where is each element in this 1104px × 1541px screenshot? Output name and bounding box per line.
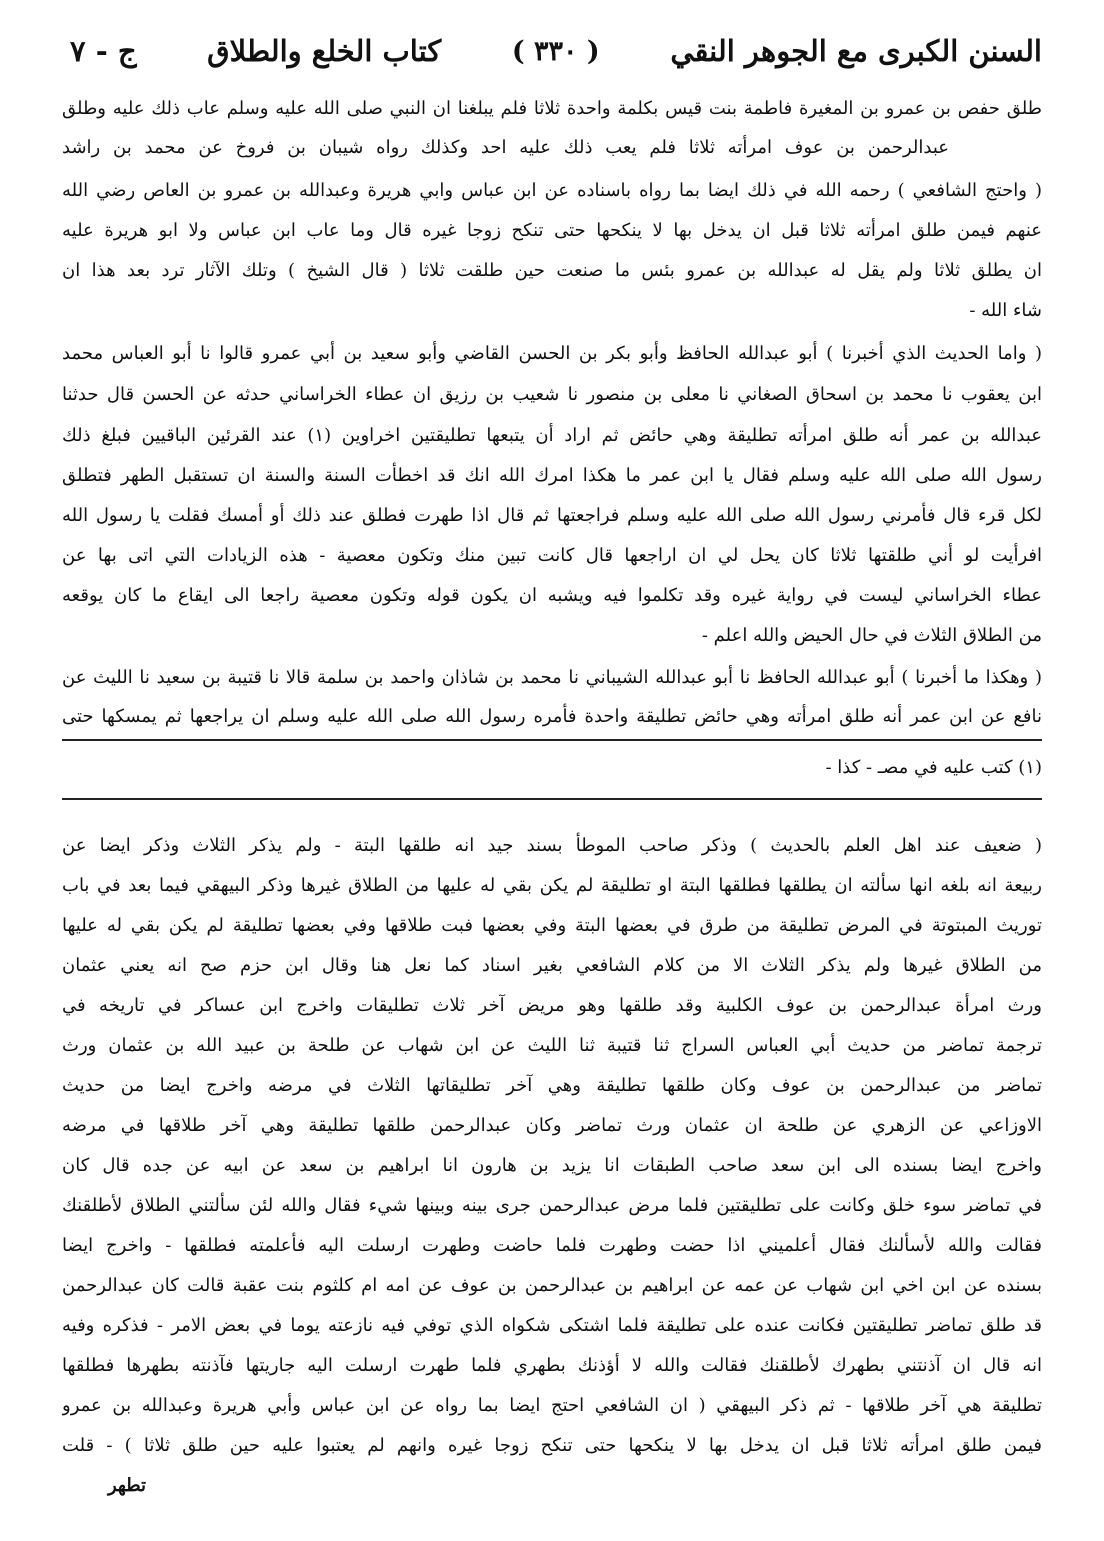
page-number: ( ٣٣٠ ) xyxy=(511,35,600,67)
text-line: تطليقة هي آخر طلاقها - ثم ذكر البيهقي ( ان الشافعي احتج ايضا بما رواه عن ابن عباس وأبي هريرة وعبدالله بن عمرو xyxy=(62,1395,1042,1416)
text-line: افرأيت لو أني طلقتها ثلاثا كان يحل لي ان اراجعها قال كانت تبين منك وتكون معصية - هذه الزيادات التي اتى بها عن xyxy=(62,545,1042,566)
text-line: شاء الله - xyxy=(969,300,1042,321)
section-divider xyxy=(62,739,1042,741)
text-line: ابن يعقوب نا محمد بن اسحاق الصغاني نا معلى بن منصور نا شعيب بن رزيق ان عطاء الخراساني حدثه عن الحسن قال حدثنا xyxy=(62,384,1042,405)
text-line: عبدالله بن عمر أنه طلق امرأته تطليقة وهي حائض ثم اراد أن يتبعها تطليقتين اخراوين (١) عند القرئين الباقيين فبلغ ذلك xyxy=(62,425,1042,446)
text-line: واخرج ايضا بسنده الى ابن سعد صاحب الطبقات انا يزيد بن هارون انا ابراهيم بن سعد عن ابيه عن جده قال كان xyxy=(62,1155,1042,1176)
text-line: ( ضعيف عند اهل العلم بالحديث ) وذكر صاحب الموطأ بسند جيد انه طلقها البتة - ولم يذكر الثلاث وذكر ايضا عن xyxy=(62,835,1042,856)
text-line: توريث المبتوتة في المرض تطليقة من طرق في بعضها البتة وفي بعضها فبت طلاقها وفي بعضها تطليقة لم يكن بقي له عليها xyxy=(62,915,1042,936)
text-line: نافع عن ابن عمر أنه طلق امرأته وهي حائض تطليقة واحدة فأمره رسول الله صلى الله عليه وسلم ان يراجعها ثم يمسكها حتى xyxy=(62,706,1042,727)
text-line: تماضر من عبدالرحمن بن عوف وكان طلقها تطليقة وهي آخر تطليقاتها الثلاث في مرضه واخرج ايضا من حديث xyxy=(62,1075,1042,1096)
text-line: من الطلاق غيرها ولم يذكر الثلاث الا من كلام الشافعي بغير اسناد كما نعل هنا وقال ابن حزم صح انه يعني عثمان xyxy=(62,955,1042,976)
text-line: فقالت والله لأسألنك فقال أعلميني اذا حضت وطهرت فلما حاضت وطهرت ارسلت اليه فأعلمته فطلقها - واخرج ايضا xyxy=(62,1235,1042,1256)
text-line: الاوزاعي عن الزهري عن طلحة ان عثمان ورث تماضر وكان عبدالرحمن طلقها تطليقة وهي آخر طلاقها في مرضه xyxy=(62,1115,1042,1136)
text-line: ( واما الحديث الذي أخبرنا ) أبو عبدالله الحافظ وأبو بكر بن الحسن القاضي وأبو سعيد بن أبي عمرو قالوا نا أبو العباس محمد xyxy=(62,343,1042,364)
text-line: بسنده عن ابن اخي ابن شهاب عن عمه عن ابراهيم بن عبدالرحمن بن عوف عن امه ام كلثوم بنت عقبة قالت كان عبدالرحمن xyxy=(62,1275,1042,1296)
text-line: ترجمة تماضر من حديث أبي العباس السراج ثنا قتيبة ثنا الليث عن ابن شهاب عن طلحة بن عبيد الله بن عثمان ورث xyxy=(62,1035,1042,1056)
text-line: ( وهكذا ما أخبرنا ) أبو عبدالله الحافظ نا أبو عبدالله الشيباني نا محمد بن شاذان واحمد بن سلمة قالا نا قتيبة بن سعيد نا الليث عن xyxy=(62,667,1042,688)
text-line: ورث امرأة عبدالرحمن بن عوف الكلبية وقد طلقها وهو مريض آخر ثلاث تطليقات واخرج ابن عساكر في تاريخه في xyxy=(62,995,1042,1016)
commentary-divider xyxy=(62,798,1042,800)
page-header xyxy=(70,26,1042,76)
text-line: من الطلاق الثلاث في حال الحيض والله اعلم - xyxy=(701,625,1042,646)
catchword: تطهر xyxy=(107,1475,146,1496)
text-line: قد طلق تماضر تطليقتين فكانت عنده على تطليقة فلما اشتكى شكواه الذي توفي فيه نازعته يوما في بعض الامر - فذكره وفيه xyxy=(62,1315,1042,1336)
text-line: ( واحتج الشافعي ) رحمه الله في ذلك ايضا بما رواه باسناده عن ابن عباس وابي هريرة وعبدالله بن عمرو بن العاص رضي الله xyxy=(62,180,1042,201)
text-line: رسول الله صلى الله عليه وسلم فقال يا ابن عمر ما هكذا امرك الله انك قد اخطأت السنة والسنة ان تستقبل الطهر فتطلق xyxy=(62,465,1042,486)
text-line: انه قال ان آذنتني بطهرك لأطلقنك فقالت والله لا أؤذنك بطهري فلما طهرت ارسلت اليه جاريتها فآذنته بطهرها فطلقها xyxy=(62,1355,1042,1376)
text-line: طلق حفص بن عمرو بن المغيرة فاطمة بنت قيس بكلمة واحدة ثلاثا فلم يبلغنا ان النبي صلى الله عليه وسلم عاب ذلك عليه وطلق xyxy=(62,98,1042,119)
text-line: لكل قرء قال فأمرني رسول الله صلى الله عليه وسلم فراجعتها ثم قال اذا طهرت فطلق عند ذلك أو أمسك فقلت يا رسول الله xyxy=(62,505,1042,526)
text-line: فيمن طلق امرأته ثلاثا قبل ان يدخل بها لا ينكحها حتى تنكح زوجا غيره وانهم لم يعتبوا عليه حين طلق ثلاثا ) - قلت xyxy=(62,1435,1042,1456)
chapter-title: كتاب الخلع والطلاق xyxy=(207,34,442,68)
text-line: عطاء الخراساني ليست في رواية غيره وقد تكلموا فيه ويشبه ان يكون قوله وتكون معصية راجعا الى ايقاع ما كان يوقعه xyxy=(62,585,1042,606)
text-line: عبدالرحمن بن عوف امرأته ثلاثا فلم يعب ذلك عليه احد وكذلك رواه شيبان بن فروخ عن محمد بن راشد xyxy=(62,137,949,158)
book-title: السنن الكبرى مع الجوهر النقي xyxy=(670,34,1042,68)
text-line: في تماضر سوء خلق وكانت على تطليقتين فلما مرض عبدالرحمن جرى بينه وبينها شيء فقال والله لئن سألتني الطلاق لأطلقنك xyxy=(62,1195,1042,1216)
volume-number: ج - ٧ xyxy=(70,34,137,68)
text-line: ربيعة انه بلغه انها سألته ان يطلقها فطلقها البتة او تطليقة لم يكن بقي له عليها من الطلاق غيرها وذكر البيهقي فيما بعد في باب xyxy=(62,875,1042,896)
footnote: (١) كتب عليه في مصـ - كذا - xyxy=(825,757,1042,778)
text-line: عنهم فيمن طلق امرأته ثلاثا قبل ان يدخل بها لا ينكحها حتى تنكح زوجا غيره قال وما عاب ابن عباس ولا ابو هريرة عليه xyxy=(62,220,1042,241)
text-line: ان يطلق ثلاثا ولم يقل له عبدالله بن عمرو بئس ما صنعت حين طلقت ثلاثا ( قال الشيخ ) وتلك الآثار ترد بعد هذا ان xyxy=(62,260,1042,281)
